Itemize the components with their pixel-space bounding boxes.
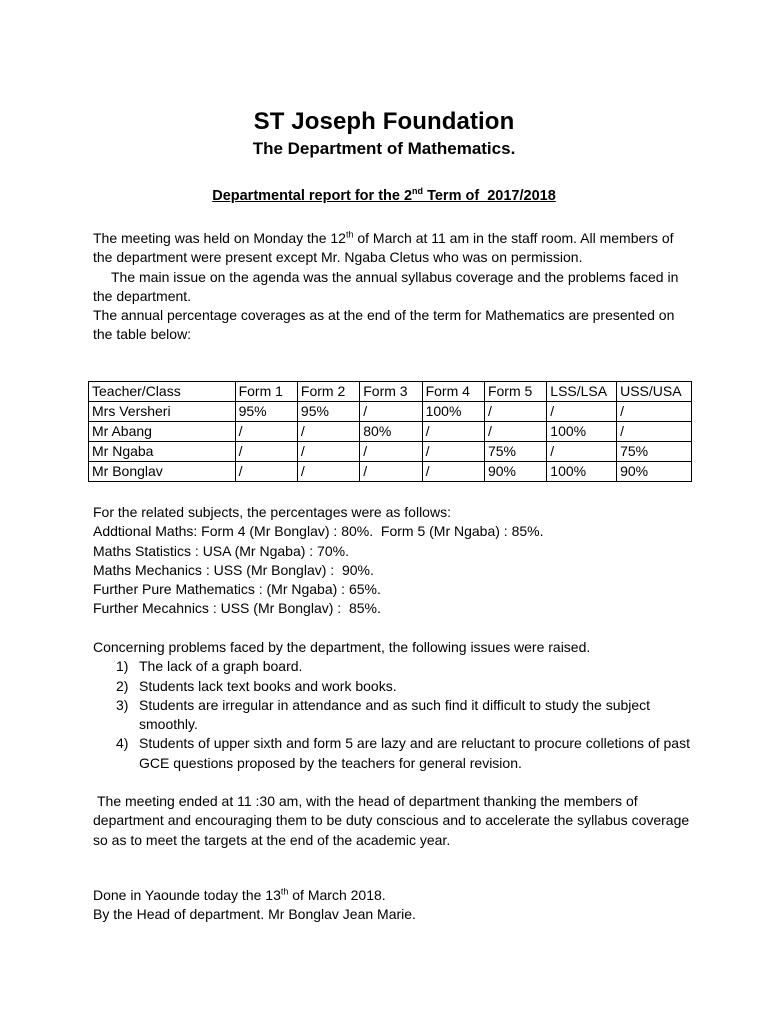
- issue-text: Students of upper sixth and form 5 are lazy and are reluctant to procure colletions of past GCE questions proposed by the teachers for general revision.: [139, 735, 690, 771]
- table-header-row: [89, 382, 692, 402]
- coverage-cell: /: [360, 402, 422, 422]
- table-row: [89, 402, 692, 422]
- intro-paragraph-meeting: [93, 229, 693, 268]
- coverage-cell: /: [617, 422, 692, 442]
- department-title: The Department of Mathematics.: [252, 139, 516, 158]
- coverage-cell: /: [547, 402, 617, 422]
- coverage-cell: /: [617, 402, 692, 422]
- coverage-cell: 100%: [422, 402, 484, 422]
- table-row: [89, 462, 692, 482]
- issue-item: [116, 677, 693, 696]
- coverage-cell: 75%: [617, 442, 692, 462]
- related-line: Further Mecahnics : USS (Mr Bonglav) : 85%.: [93, 600, 381, 617]
- related-heading: For the related subjects, the percentages were as follows:: [93, 504, 451, 520]
- table-header-cell: LSS/LSA: [547, 382, 617, 402]
- related-line: Further Pure Mathematics : (Mr Ngaba) : 65%.: [93, 581, 381, 598]
- table-header-cell: Form 5: [484, 382, 546, 402]
- table-header-cell: Form 4: [422, 382, 484, 402]
- coverage-cell: /: [360, 462, 422, 482]
- coverage-cell: 80%: [360, 422, 422, 442]
- issue-item: [116, 696, 693, 735]
- issue-text: Students lack text books and work books.: [139, 677, 397, 694]
- coverage-cell: /: [235, 442, 297, 462]
- table-header-cell: USS/USA: [617, 382, 692, 402]
- intro-meeting-ordinal: th: [345, 229, 354, 240]
- issue-number: 3): [116, 696, 129, 713]
- done-line: [93, 886, 693, 905]
- problems-heading: Concerning problems faced by the department, the following issues were raised.: [93, 639, 591, 655]
- coverage-cell: 100%: [547, 422, 617, 442]
- signature-line: By the Head of department. Mr Bonglav Jean Marie.: [93, 906, 416, 923]
- issue-text: Students are irregular in attendance and as such find it difficult to study the subject smoothly.: [139, 696, 651, 733]
- report-title: [0, 188, 768, 204]
- related-line: Maths Statistics : USA (Mr Ngaba) : 70%.: [93, 542, 349, 559]
- closing-paragraph: The meeting ended at 11 :30 am, with the head of department thanking the members of department and encouraging them to be duty conscious and to accelerate the syllabus coverage so as to meet the targets at the end of the academic year.: [93, 793, 690, 848]
- teacher-name-cell: Mr Bonglav: [89, 462, 236, 482]
- table-header-cell: Form 2: [297, 382, 359, 402]
- intro-meeting-b: of March at 11 am in the staff room. All members of the department were present except Mr. Ngaba Cletus who was on permission.: [93, 230, 674, 266]
- table-row: [89, 442, 692, 462]
- table-row: [89, 422, 692, 442]
- coverage-cell: /: [235, 422, 297, 442]
- coverage-cell: /: [484, 422, 546, 442]
- issue-number: 2): [116, 677, 129, 694]
- done-line-ordinal: th: [280, 886, 289, 897]
- problems-section: [93, 638, 693, 773]
- table-header-cell: Teacher/Class: [89, 382, 236, 402]
- intro-paragraph-coverage: The annual percentage coverages as at the end of the term for Mathematics are presented on the table below:: [93, 307, 675, 343]
- related-subjects-section: [93, 503, 693, 619]
- intro-paragraph-agenda: The main issue on the agenda was the annual syllabus coverage and the problems faced in the department.: [93, 268, 679, 304]
- coverage-cell: /: [422, 462, 484, 482]
- coverage-cell: /: [297, 442, 359, 462]
- coverage-cell: /: [360, 442, 422, 462]
- table-header-cell: Form 1: [235, 382, 297, 402]
- teacher-name-cell: Mr Ngaba: [89, 442, 236, 462]
- coverage-cell: 100%: [547, 462, 617, 482]
- issue-item: [116, 734, 693, 773]
- coverage-cell: /: [297, 462, 359, 482]
- related-line: Addtional Maths: Form 4 (Mr Bonglav) : 80%. Form 5 (Mr Ngaba) : 85%.: [93, 523, 544, 540]
- issue-number: 4): [116, 735, 129, 752]
- closing-section: [93, 792, 693, 850]
- signoff-section: [93, 886, 693, 925]
- issue-text: The lack of a graph board.: [139, 658, 303, 675]
- related-line: Maths Mechanics : USS (Mr Bonglav) : 90%.: [93, 561, 374, 578]
- coverage-cell: 95%: [235, 402, 297, 422]
- report-title-prefix: Departmental report for the 2: [212, 188, 413, 204]
- coverage-cell: /: [235, 462, 297, 482]
- intro-section: [93, 229, 693, 345]
- issue-number: 1): [116, 658, 129, 675]
- coverage-cell: /: [422, 442, 484, 462]
- coverage-cell: /: [547, 442, 617, 462]
- coverage-cell: /: [422, 422, 484, 442]
- issue-item: [116, 657, 693, 676]
- coverage-cell: 90%: [484, 462, 546, 482]
- done-line-a: Done in Yaounde today the 13: [93, 887, 281, 903]
- coverage-cell: 75%: [484, 442, 546, 462]
- report-title-suffix: Term of 2017/2018: [423, 188, 556, 204]
- coverage-table: [88, 381, 692, 482]
- coverage-cell: 95%: [297, 402, 359, 422]
- coverage-cell: /: [484, 402, 546, 422]
- coverage-cell: 90%: [617, 462, 692, 482]
- done-line-b: of March 2018.: [288, 887, 386, 903]
- teacher-name-cell: Mrs Versheri: [89, 402, 236, 422]
- coverage-cell: /: [297, 422, 359, 442]
- foundation-title: ST Joseph Foundation: [253, 108, 515, 135]
- issues-list: [93, 657, 693, 773]
- table-header-cell: Form 3: [360, 382, 422, 402]
- report-title-ordinal: nd: [412, 186, 424, 197]
- intro-meeting-a: The meeting was held on Monday the 12: [93, 230, 346, 246]
- teacher-name-cell: Mr Abang: [89, 422, 236, 442]
